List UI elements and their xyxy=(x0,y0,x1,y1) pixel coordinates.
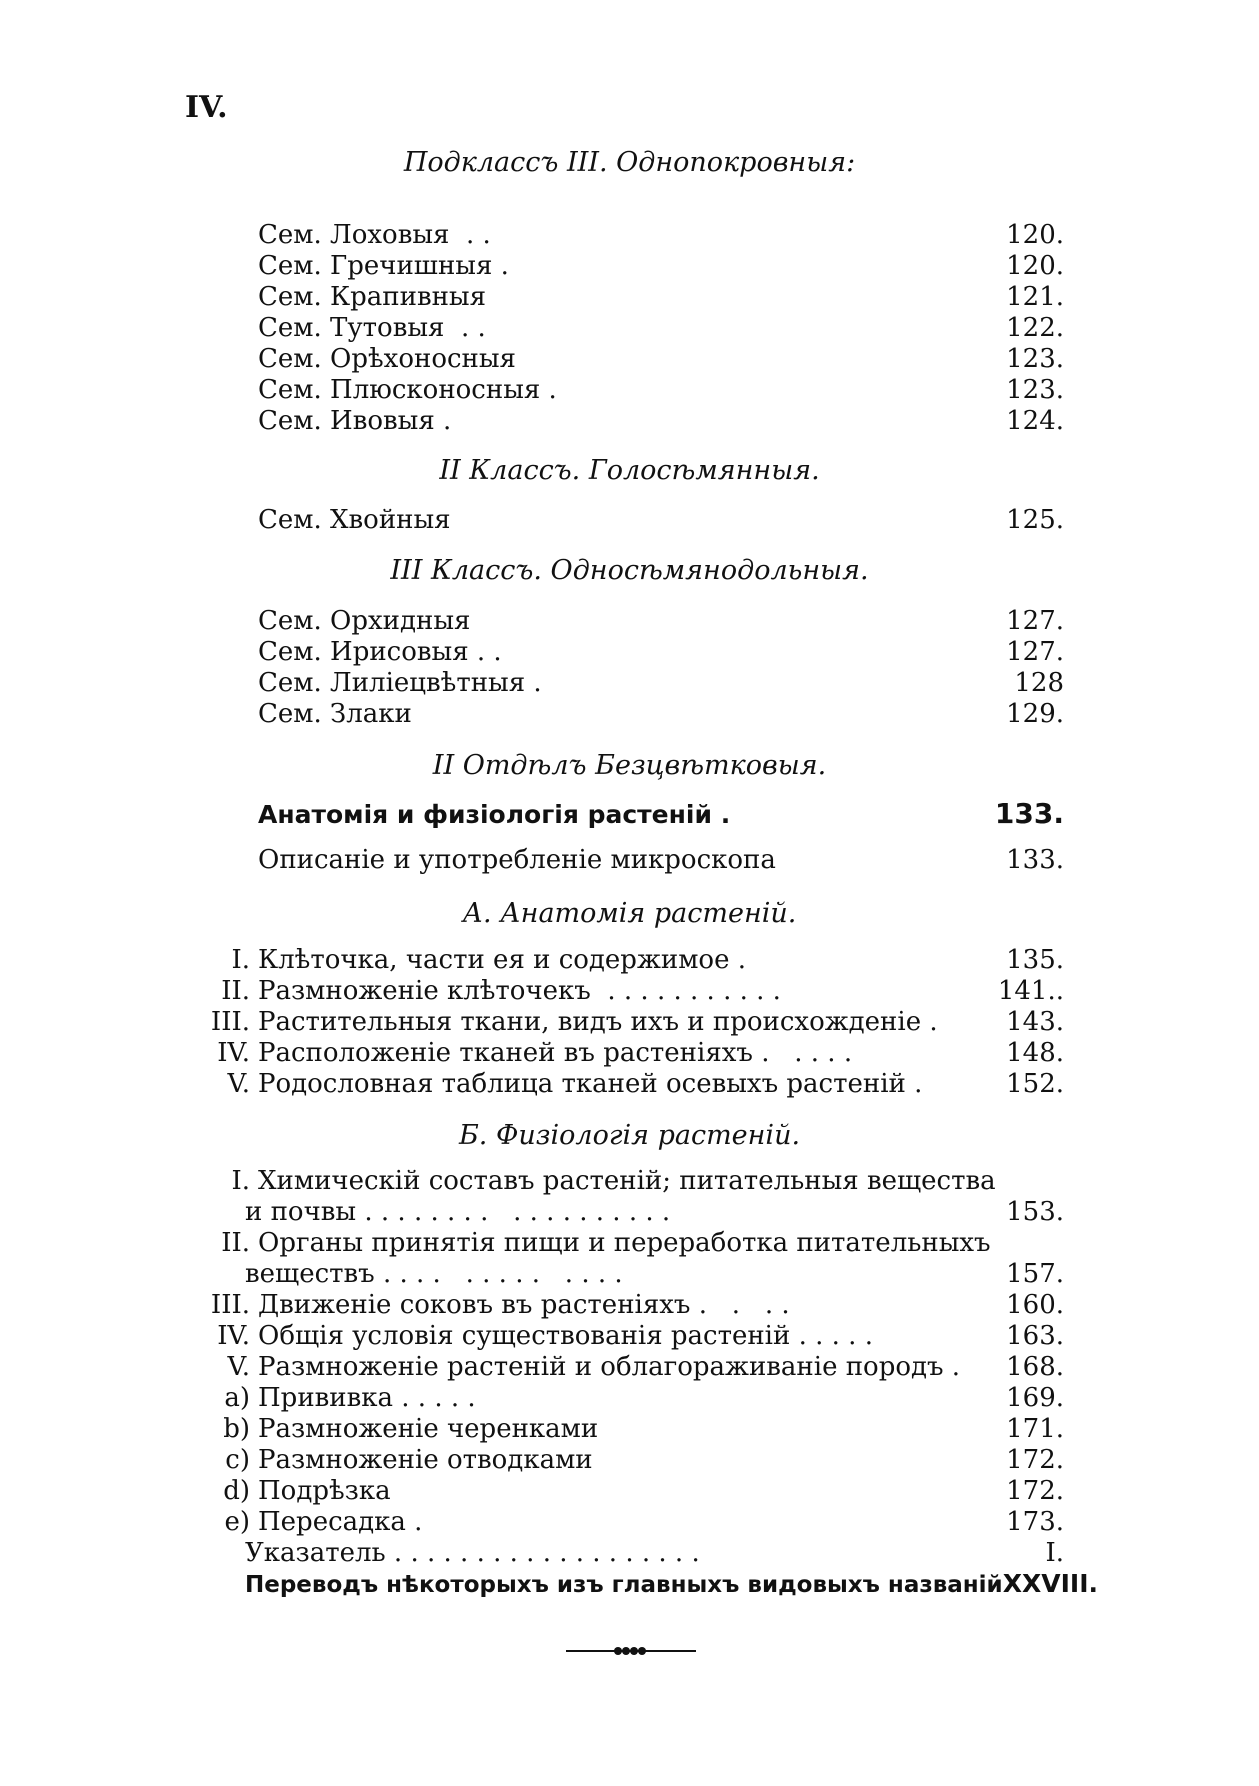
toc-row xyxy=(214,1445,1064,1475)
toc-row xyxy=(214,1383,1064,1413)
page-number: IV. xyxy=(185,90,228,125)
toc-page: 148. xyxy=(1006,1038,1064,1068)
toc-page: 123. xyxy=(1006,375,1064,405)
toc-page: 124. xyxy=(1006,406,1064,436)
division-heading: II Отдѣлъ Безцвѣтковыя. xyxy=(432,750,827,781)
toc-page: 133. xyxy=(1006,845,1064,875)
toc-page: 153. xyxy=(1006,1197,1064,1227)
toc-page: 120. xyxy=(1006,220,1064,250)
toc-row xyxy=(190,1038,1064,1068)
toc-row xyxy=(258,375,1064,405)
roman-numeral: II. xyxy=(221,1228,250,1258)
toc-page: 171. xyxy=(1006,1414,1064,1444)
toc-page: 169. xyxy=(1006,1383,1064,1413)
toc-row xyxy=(258,313,1064,343)
toc-label: Растительныя ткани, видъ ихъ и происхожденiе . xyxy=(258,1007,938,1037)
toc-label: Родословная таблица тканей осевыхъ растенiй . xyxy=(258,1069,923,1099)
roman-numeral: V. xyxy=(227,1352,250,1382)
toc-row xyxy=(245,1197,1064,1227)
toc-label: Общiя условiя существованiя растенiй . . . . . xyxy=(258,1321,873,1351)
toc-page: 163. xyxy=(1006,1321,1064,1351)
toc-label: Расположенiе тканей въ растенiяхъ . . . . . xyxy=(258,1038,853,1068)
toc-page: 129. xyxy=(1006,699,1064,729)
toc-page: 141.. xyxy=(997,976,1064,1006)
toc-label: Сем. Орѣхоносныя xyxy=(258,344,516,374)
toc-label-continued: веществъ . . . . . . . . . . . . . xyxy=(245,1259,623,1289)
toc-row xyxy=(258,344,1064,374)
toc-row xyxy=(258,637,1064,667)
toc-row xyxy=(258,699,1064,729)
toc-page: XXVIII. xyxy=(1002,1569,1098,1598)
toc-row xyxy=(190,945,1064,975)
roman-numeral: I. xyxy=(231,945,250,975)
toc-page: 120. xyxy=(1006,251,1064,281)
toc-page: 127. xyxy=(1006,606,1064,636)
toc-label: Сем. Лилiецвѣтныя . xyxy=(258,668,542,698)
toc-row xyxy=(258,606,1064,636)
toc-label: Указатель . . . . . . . . . . . . . . . . . . . xyxy=(245,1538,700,1568)
letter-marker: e) xyxy=(224,1507,250,1537)
toc-row xyxy=(258,668,1064,698)
toc-page: 135. xyxy=(1006,945,1064,975)
toc-page: 168. xyxy=(1006,1352,1064,1382)
toc-row xyxy=(258,251,1064,281)
toc-page: 157. xyxy=(1006,1259,1064,1289)
toc-label: Органы принятiя пищи и переработка питательныхъ xyxy=(258,1228,991,1258)
roman-numeral: V. xyxy=(227,1069,250,1099)
physiology-heading: Б. Физiологiя растенiй. xyxy=(458,1120,801,1151)
roman-numeral: III. xyxy=(210,1290,250,1320)
toc-row xyxy=(245,1259,1064,1289)
toc-row xyxy=(190,1069,1064,1099)
toc-row xyxy=(190,1352,1064,1382)
toc-row xyxy=(214,1507,1064,1537)
toc-row xyxy=(258,406,1064,436)
toc-row xyxy=(258,845,1064,875)
toc-label: Переводъ нѣкоторыхъ изъ главныхъ видовыхъ названiй xyxy=(245,1572,1003,1598)
toc-label: Прививка . . . . . xyxy=(258,1383,476,1413)
toc-label: Размноженiе клѣточекъ . . . . . . . . . . . xyxy=(258,976,781,1006)
toc-page: 133. xyxy=(994,797,1064,830)
letter-marker: b) xyxy=(223,1414,250,1444)
toc-row xyxy=(190,1321,1064,1351)
toc-page: 172. xyxy=(1006,1476,1064,1506)
toc-row xyxy=(190,976,1064,1006)
toc-row xyxy=(258,505,1064,535)
letter-marker: d) xyxy=(223,1476,250,1506)
toc-label: Сем. Ирисовыя . . xyxy=(258,637,502,667)
toc-page: 128 xyxy=(1014,668,1064,698)
toc-label: Сем. Злаки xyxy=(258,699,412,729)
toc-label: Размноженiе черенками xyxy=(258,1414,599,1444)
toc-row xyxy=(258,797,1064,830)
toc-page: 172. xyxy=(1006,1445,1064,1475)
toc-label: Движенiе соковъ въ растенiяхъ . . . . xyxy=(258,1290,790,1320)
roman-numeral: IV. xyxy=(217,1321,250,1351)
letter-marker: a) xyxy=(224,1383,250,1413)
toc-row xyxy=(190,1007,1064,1037)
toc-row xyxy=(245,1538,1064,1568)
toc-page: 123. xyxy=(1006,344,1064,374)
toc-page: 152. xyxy=(1006,1069,1064,1099)
toc-row xyxy=(190,1290,1064,1320)
toc-label-continued: и почвы . . . . . . . . . . . . . . . . . . xyxy=(245,1197,671,1227)
toc-row xyxy=(214,1476,1064,1506)
toc-label: Анатомiя и физiологiя растенiй . xyxy=(258,800,731,829)
roman-numeral: IV. xyxy=(217,1038,250,1068)
class3-heading: III Классъ. Односѣмянодольныя. xyxy=(390,555,869,586)
toc-label: Подрѣзка xyxy=(258,1476,391,1506)
toc-label: Химическiй составъ растенiй; питательныя вещества xyxy=(258,1166,996,1196)
toc-label: Размноженiе растенiй и облагораживанiе породъ . xyxy=(258,1352,961,1382)
letter-marker: c) xyxy=(225,1445,250,1475)
roman-numeral: I. xyxy=(231,1166,250,1196)
toc-row xyxy=(258,282,1064,312)
toc-label: Сем. Орхидныя xyxy=(258,606,471,636)
toc-label: Сем. Гречишныя . xyxy=(258,251,509,281)
toc-row xyxy=(190,1166,1064,1196)
toc-row xyxy=(258,220,1064,250)
toc-label: Размноженiе отводками xyxy=(258,1445,593,1475)
toc-page: 173. xyxy=(1006,1507,1064,1537)
roman-numeral: II. xyxy=(221,976,250,1006)
ornament-divider xyxy=(566,1644,696,1658)
toc-label: Сем. Тутовыя . . xyxy=(258,313,486,343)
anatomy-heading: А. Анатомiя растенiй. xyxy=(462,898,797,929)
toc-page: 160. xyxy=(1006,1290,1064,1320)
toc-page: I. xyxy=(1045,1538,1064,1568)
toc-row xyxy=(245,1569,1098,1598)
roman-numeral: III. xyxy=(210,1007,250,1037)
toc-page: 143. xyxy=(1006,1007,1064,1037)
toc-row xyxy=(190,1228,1064,1258)
toc-page: 122. xyxy=(1006,313,1064,343)
toc-label: Пересадка . xyxy=(258,1507,423,1537)
toc-page: 127. xyxy=(1006,637,1064,667)
toc-label: Клѣточка, части ея и содержимое . xyxy=(258,945,746,975)
toc-label: Сем. Крапивныя xyxy=(258,282,487,312)
toc-row xyxy=(214,1414,1064,1444)
subclass-heading: Подклассъ III. Однопокровныя: xyxy=(403,147,856,178)
toc-page: 121. xyxy=(1006,282,1064,312)
toc-label: Сем. Лоховыя . . xyxy=(258,220,491,250)
toc-label: Описанiе и употребленiе микроскопа xyxy=(258,845,776,875)
class2-heading: II Классъ. Голосѣмянныя. xyxy=(439,455,820,486)
toc-label: Сем. Ивовыя . xyxy=(258,406,452,436)
toc-label: Сем. Плюсконосныя . xyxy=(258,375,557,405)
toc-page: 125. xyxy=(1006,505,1064,535)
toc-label: Сем. Хвойныя xyxy=(258,505,451,535)
